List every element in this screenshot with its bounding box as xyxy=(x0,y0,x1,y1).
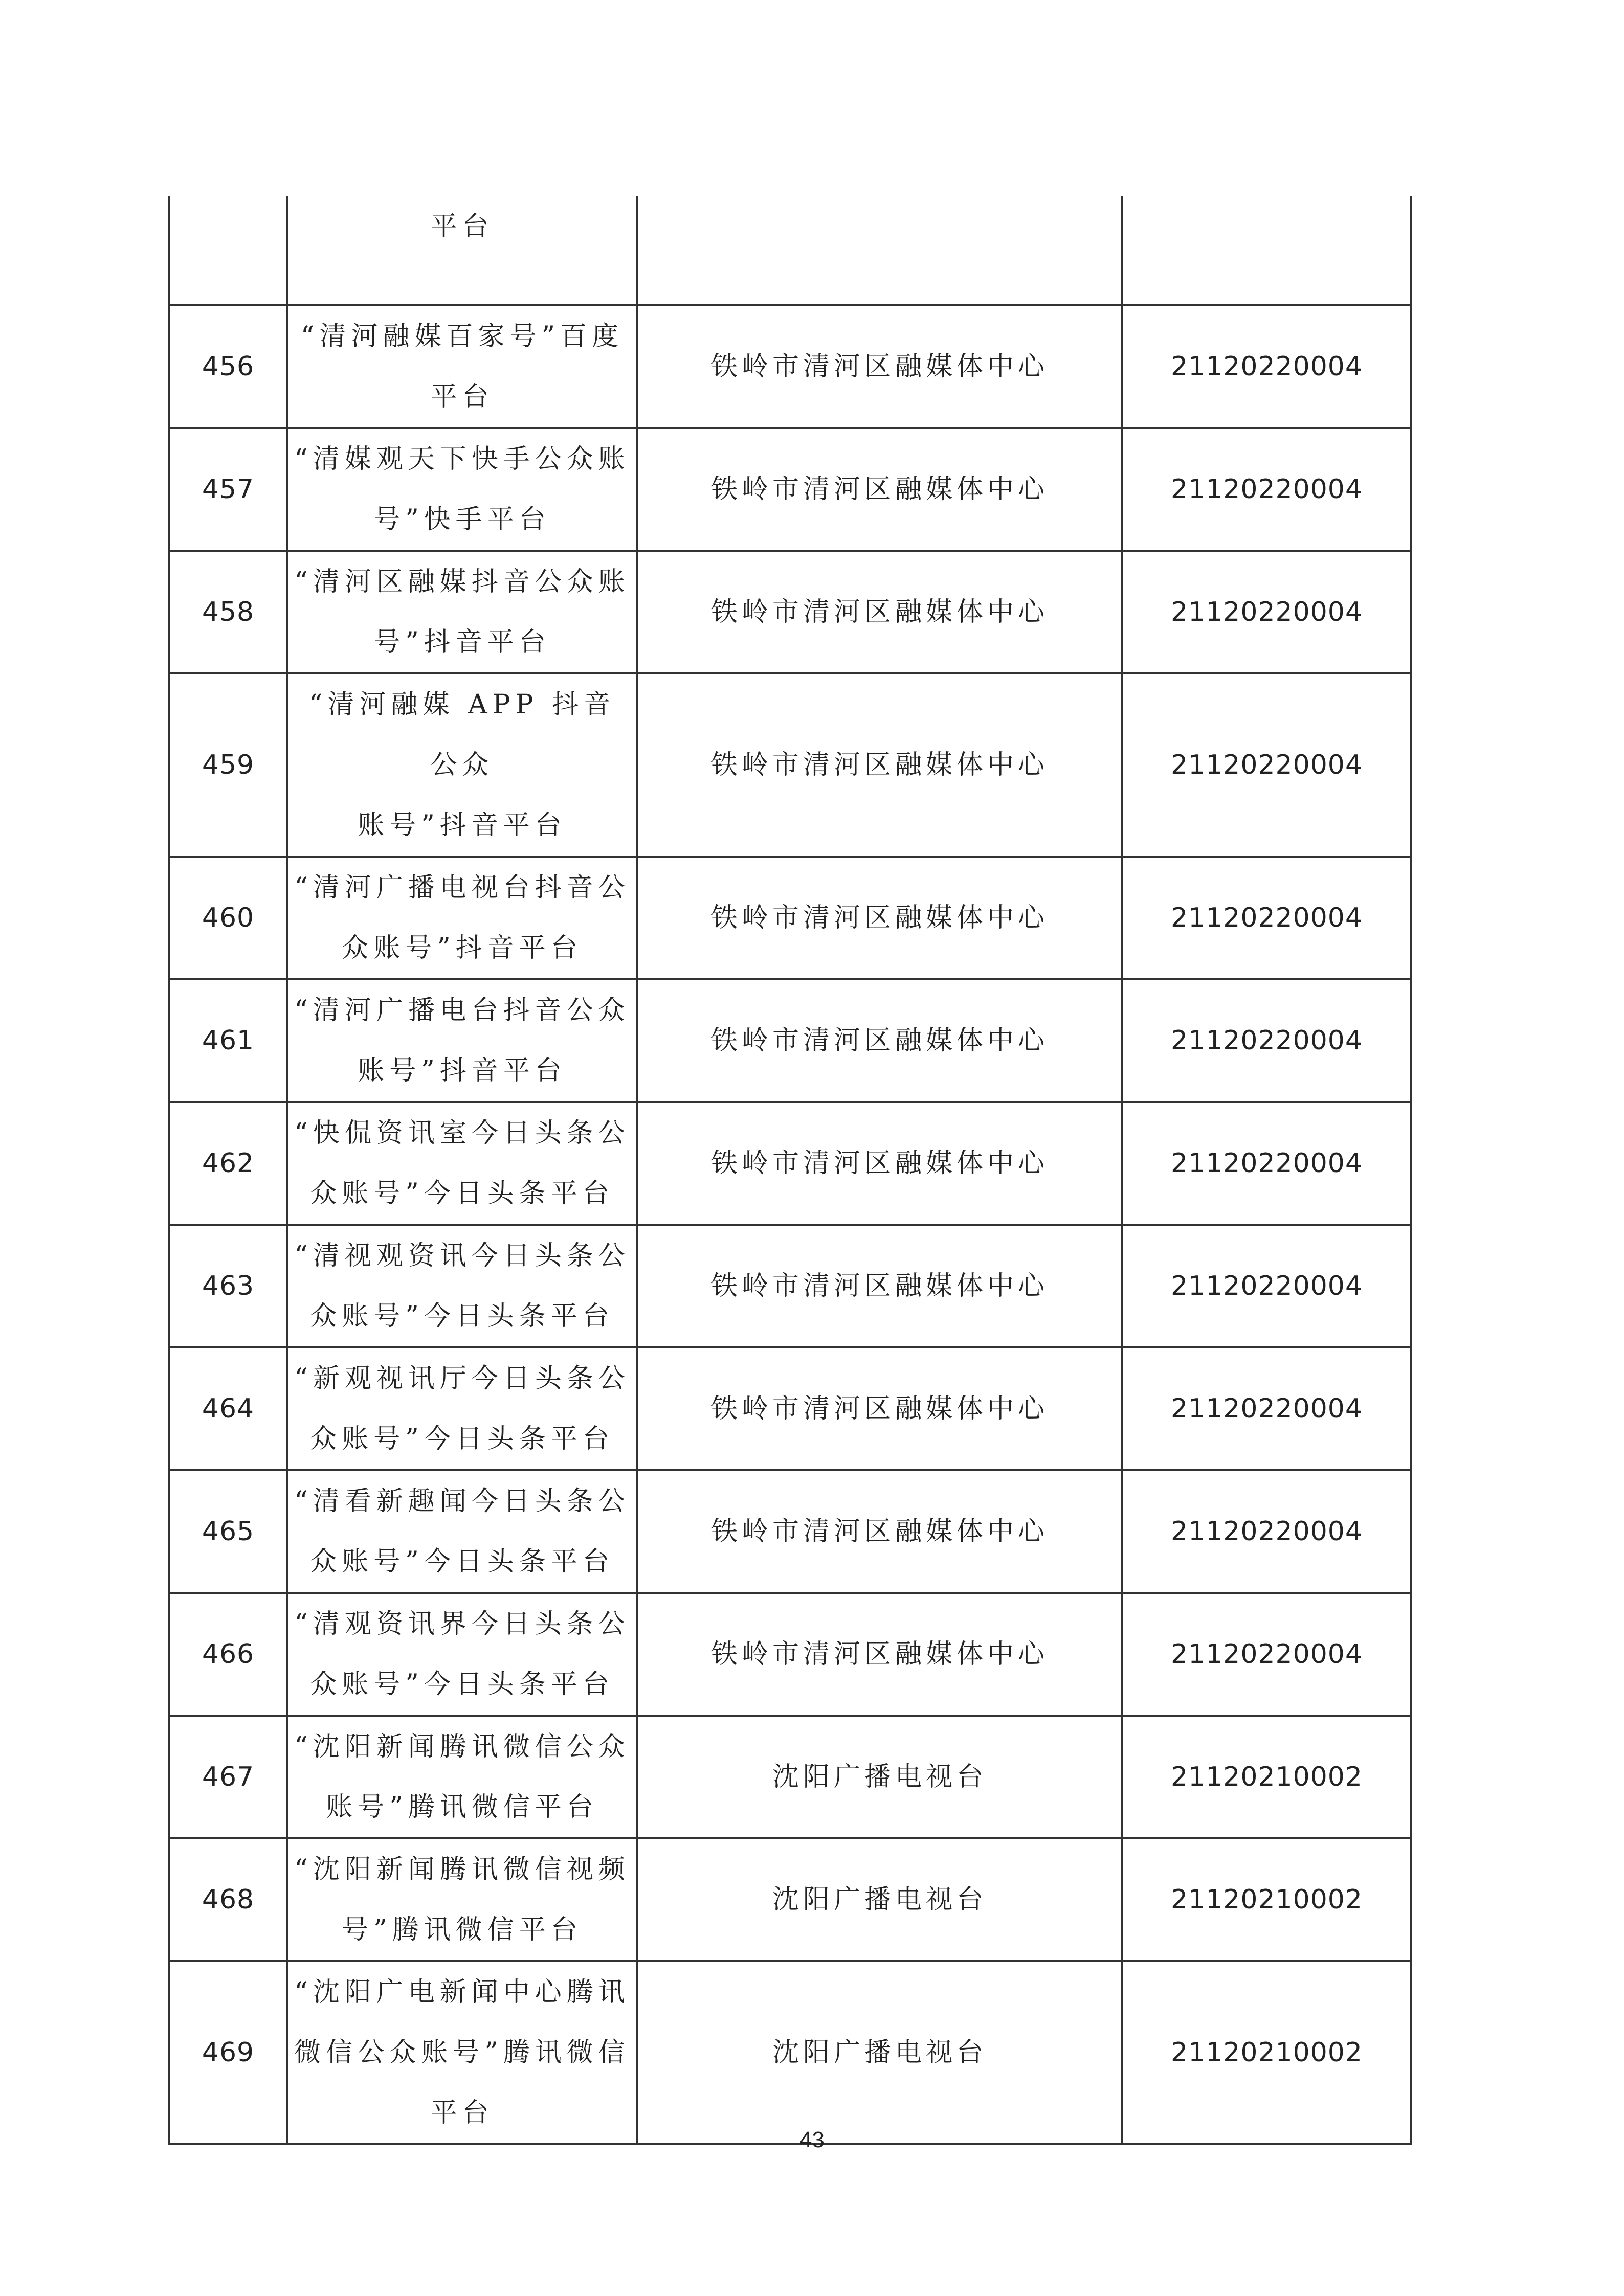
platform-name-line: “清视观资讯今日头条公 xyxy=(294,1241,630,1271)
platform-name-line: 账号”抖音平台 xyxy=(358,1055,567,1086)
platform-name-line: 号”腾讯微信平台 xyxy=(342,1915,583,1945)
platform-name xyxy=(287,1102,637,1225)
platform-name-line: 众账号”今日头条平台 xyxy=(310,1546,614,1577)
organization-name: 铁岭市清河区融媒体中心 xyxy=(637,1102,1122,1225)
platform-name-line: 众账号”今日头条平台 xyxy=(310,1178,614,1209)
platform-name xyxy=(287,428,637,551)
platform-name-line: 众账号”今日头条平台 xyxy=(310,1424,614,1454)
platform-name-line: 众账号”今日头条平台 xyxy=(310,1669,614,1700)
platform-name-line: “清河广播电视台抖音公 xyxy=(294,872,630,903)
platform-name-line: 平台 xyxy=(430,211,494,242)
organization-name: 沈阳广播电视台 xyxy=(637,1838,1122,1961)
table-row xyxy=(169,1593,1411,1716)
row-number: 462 xyxy=(169,1102,287,1225)
platform-name-line: “沈阳新闻腾讯微信公众 xyxy=(294,1731,630,1762)
platform-name xyxy=(287,1961,637,2144)
platform-name-line: “清河融媒 APP 抖音公众 xyxy=(308,689,616,780)
table-row xyxy=(169,1716,1411,1838)
table-row-continuation xyxy=(169,196,1411,305)
platform-name xyxy=(287,857,637,979)
platform-name xyxy=(287,673,637,857)
platform-name xyxy=(287,196,637,305)
platform-name xyxy=(287,305,637,428)
license-code: 21120210002 xyxy=(1122,1838,1411,1961)
platform-name-line: “清河区融媒抖音公众账 xyxy=(294,567,630,597)
platform-name xyxy=(287,1716,637,1838)
platform-name-line: 账号”抖音平台 xyxy=(358,810,567,841)
page-number: 43 xyxy=(799,2127,825,2152)
license-code xyxy=(1122,196,1411,305)
platform-name-line: “清媒观天下快手公众账 xyxy=(294,444,630,475)
row-number: 463 xyxy=(169,1225,287,1347)
row-number: 459 xyxy=(169,673,287,857)
license-code: 21120220004 xyxy=(1122,551,1411,673)
table-row xyxy=(169,1961,1411,2144)
row-number: 464 xyxy=(169,1347,287,1470)
platform-name-line: 账号”腾讯微信平台 xyxy=(326,1792,598,1822)
row-number: 458 xyxy=(169,551,287,673)
table-row xyxy=(169,1225,1411,1347)
table-row xyxy=(169,979,1411,1102)
license-code: 21120220004 xyxy=(1122,1593,1411,1716)
platform-name-line: “快侃资讯室今日头条公 xyxy=(294,1118,630,1149)
organization-name: 铁岭市清河区融媒体中心 xyxy=(637,1593,1122,1716)
table-row xyxy=(169,1470,1411,1593)
license-code: 21120220004 xyxy=(1122,857,1411,979)
platform-name-line: 号”抖音平台 xyxy=(373,627,551,658)
row-number: 465 xyxy=(169,1470,287,1593)
license-code: 21120220004 xyxy=(1122,428,1411,551)
platform-name-line: 平台 xyxy=(430,381,494,412)
row-number: 461 xyxy=(169,979,287,1102)
organization-name: 铁岭市清河区融媒体中心 xyxy=(637,979,1122,1102)
table-row xyxy=(169,428,1411,551)
license-code: 21120210002 xyxy=(1122,1961,1411,2144)
license-code: 21120220004 xyxy=(1122,1102,1411,1225)
table-row xyxy=(169,305,1411,428)
platform-name-line: 微信公众账号”腾讯微信 xyxy=(294,2037,630,2068)
platform-name-line: “沈阳新闻腾讯微信视频 xyxy=(294,1854,630,1885)
table-row xyxy=(169,551,1411,673)
organization-name: 铁岭市清河区融媒体中心 xyxy=(637,1225,1122,1347)
license-code: 21120220004 xyxy=(1122,305,1411,428)
organization-name: 铁岭市清河区融媒体中心 xyxy=(637,857,1122,979)
organization-name: 沈阳广播电视台 xyxy=(637,1716,1122,1838)
organization-name: 沈阳广播电视台 xyxy=(637,1961,1122,2144)
platform-name-line: 众账号”抖音平台 xyxy=(342,933,583,963)
platform-name xyxy=(287,1470,637,1593)
row-number: 456 xyxy=(169,305,287,428)
table-row xyxy=(169,857,1411,979)
platform-name-line: “清观资讯界今日头条公 xyxy=(294,1609,630,1639)
row-number: 466 xyxy=(169,1593,287,1716)
license-code: 21120220004 xyxy=(1122,1470,1411,1593)
license-code: 21120220004 xyxy=(1122,1225,1411,1347)
platform-name xyxy=(287,1347,637,1470)
row-number: 460 xyxy=(169,857,287,979)
organization-name: 铁岭市清河区融媒体中心 xyxy=(637,1347,1122,1470)
record-table xyxy=(168,196,1412,2145)
license-code: 21120220004 xyxy=(1122,1347,1411,1470)
row-number xyxy=(169,196,287,305)
license-code: 21120220004 xyxy=(1122,673,1411,857)
organization-name: 铁岭市清河区融媒体中心 xyxy=(637,551,1122,673)
table-row xyxy=(169,673,1411,857)
table-row xyxy=(169,1102,1411,1225)
platform-name-line: “清看新趣闻今日头条公 xyxy=(294,1486,630,1517)
license-code: 21120220004 xyxy=(1122,979,1411,1102)
platform-name xyxy=(287,1225,637,1347)
table-row xyxy=(169,1347,1411,1470)
platform-name-line: “新观视讯厅今日头条公 xyxy=(294,1363,630,1394)
platform-name-line: 平台 xyxy=(430,2098,494,2128)
row-number: 469 xyxy=(169,1961,287,2144)
organization-name: 铁岭市清河区融媒体中心 xyxy=(637,305,1122,428)
organization-name: 铁岭市清河区融媒体中心 xyxy=(637,428,1122,551)
platform-name-line: 号”快手平台 xyxy=(373,504,551,535)
platform-name-line: “沈阳广电新闻中心腾讯 xyxy=(294,1977,630,2008)
license-code: 21120210002 xyxy=(1122,1716,1411,1838)
platform-name-line: “清河广播电台抖音公众 xyxy=(294,995,630,1026)
platform-name-line: “清河融媒百家号”百度 xyxy=(300,321,624,352)
organization-name: 铁岭市清河区融媒体中心 xyxy=(637,1470,1122,1593)
platform-name xyxy=(287,1593,637,1716)
platform-name xyxy=(287,1838,637,1961)
table-row xyxy=(169,1838,1411,1961)
platform-name xyxy=(287,551,637,673)
row-number: 467 xyxy=(169,1716,287,1838)
organization-name xyxy=(637,196,1122,305)
organization-name: 铁岭市清河区融媒体中心 xyxy=(637,673,1122,857)
row-number: 468 xyxy=(169,1838,287,1961)
platform-name xyxy=(287,979,637,1102)
row-number: 457 xyxy=(169,428,287,551)
platform-name-line: 众账号”今日头条平台 xyxy=(310,1301,614,1332)
